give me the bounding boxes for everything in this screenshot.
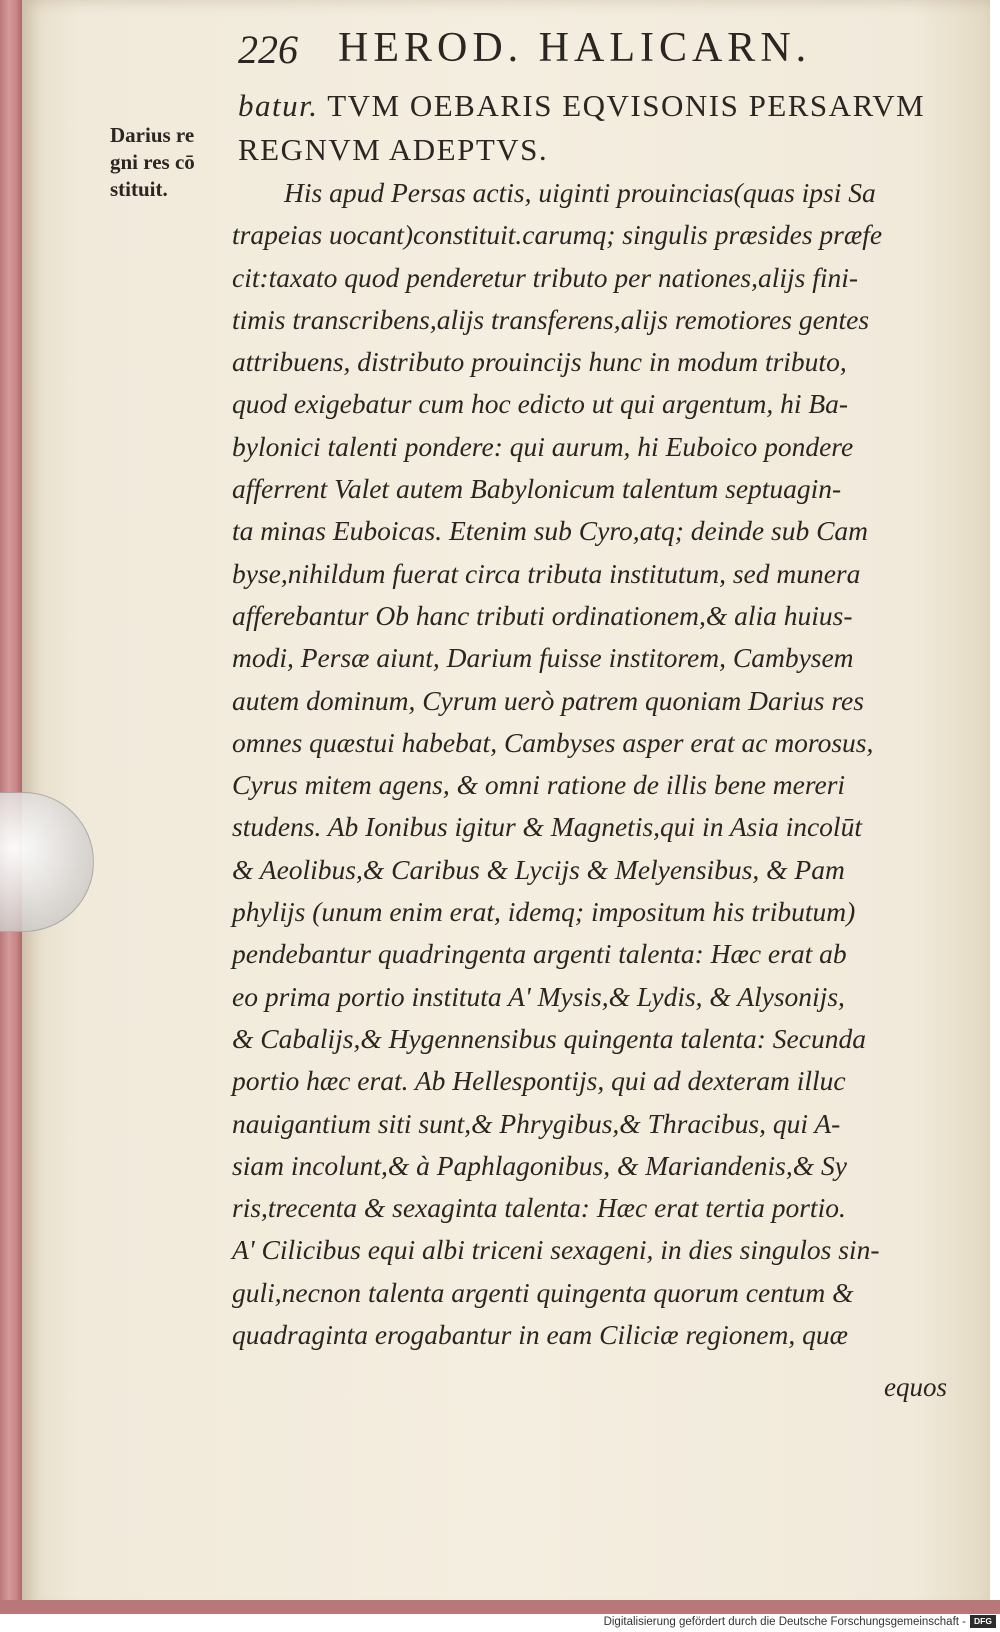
text-line: nauigantium siti sunt,& Phrygibus,& Thracibus, qui A-	[232, 1107, 841, 1139]
marginal-note-line: stituit.	[110, 177, 168, 201]
text-line: byse,nihildum fuerat circa tributa institutum, sed munera	[232, 557, 861, 589]
page-bottom-edge	[0, 1600, 1000, 1614]
heading-caps: TVM OEBARIS EQVISONIS PERSARVM	[327, 88, 926, 123]
text-line: bylonici talenti pondere: qui aurum, hi Euboico pondere	[232, 430, 854, 462]
body-text	[232, 172, 962, 1356]
digitization-credit: Digitalisierung gefördert durch die Deutsche Forschungsgemeinschaft -	[603, 1616, 966, 1628]
text-line: ris,trecenta & sexaginta talenta: Hæc erat tertia portio.	[232, 1192, 846, 1224]
text-line: trapeias uocant)constituit.carumq; singulis præsides præfe	[232, 219, 883, 251]
text-line: siam incolunt,& à Paphlagonibus, & Mariandenis,& Sy	[232, 1149, 847, 1181]
text-line: guli,necnon talenta argenti quingenta quorum centum &	[232, 1276, 854, 1308]
text-line: pendebantur quadringenta argenti talenta: Hæc erat ab	[232, 938, 847, 970]
text-line: & Aeolibus,& Caribus & Lycijs & Melyensibus, & Pam	[232, 853, 845, 885]
running-head	[238, 18, 958, 74]
text-line: quod exigebatur cum hoc edicto ut qui argentum, hi Ba-	[232, 388, 849, 420]
text-line: A' Cilicibus equi albi triceni sexageni, in dies singulos sin-	[232, 1234, 880, 1266]
text-line: His apud Persas actis, uiginti prouincias(quas ipsi Sa	[284, 177, 876, 208]
text-line: cit:taxato quod penderetur tributo per nationes,alijs fini-	[232, 261, 859, 293]
marginal-note-line: gni res cō	[110, 150, 195, 174]
text-line: Cyrus mitem agens, & omni ratione de illis bene mereri	[232, 769, 846, 801]
text-line: omnes quæstui habebat, Cambyses asper erat ac morosus,	[232, 726, 874, 758]
text-line: portio hæc erat. Ab Hellespontijs, qui ad dexteram illuc	[232, 1065, 846, 1097]
text-line: studens. Ab Ionibus igitur & Magnetis,qui in Asia incolūt	[232, 811, 862, 843]
heading-lead-word: batur.	[238, 88, 319, 123]
running-title: HEROD. HALICARN.	[338, 25, 812, 71]
section-heading-line-1	[238, 88, 925, 124]
text-line: quadraginta erogabantur in eam Ciliciæ regionem, quæ	[232, 1319, 848, 1351]
dfg-logo: DFG	[970, 1615, 996, 1628]
section-heading-line-2: REGNVM ADEPTVS.	[238, 132, 549, 167]
text-line: eo prima portio instituta A' Mysis,& Lydis, & Alysonijs,	[232, 980, 845, 1012]
catchword: equos	[884, 1372, 947, 1402]
text-line: afferrent Valet autem Babylonicum talentum septuagin-	[232, 473, 842, 505]
text-line: ta minas Euboicas. Etenim sub Cyro,atq; deinde sub Cam	[232, 515, 869, 547]
page-number: 226	[238, 27, 298, 72]
text-line: phylijs (unum enim erat, idemq; impositum his tributum)	[232, 896, 856, 928]
text-line: autem dominum, Cyrum uerò patrem quoniam Darius res	[232, 684, 864, 716]
marginal-note-line: Darius re	[110, 123, 195, 147]
text-line: afferebantur Ob hanc tributi ordinationem,& alia huius-	[232, 599, 853, 631]
text-line: & Cabalijs,& Hygennensibus quingenta talenta: Secunda	[232, 1022, 866, 1054]
marginal-note	[110, 122, 228, 203]
text-line: timis transcribens,alijs transferens,alijs remotiores gentes	[232, 303, 870, 335]
text-line: modi, Persæ aiunt, Darium fuisse institorem, Cambysem	[232, 642, 854, 674]
text-line: attribuens, distributo prouincijs hunc in modum tributo,	[232, 346, 847, 378]
